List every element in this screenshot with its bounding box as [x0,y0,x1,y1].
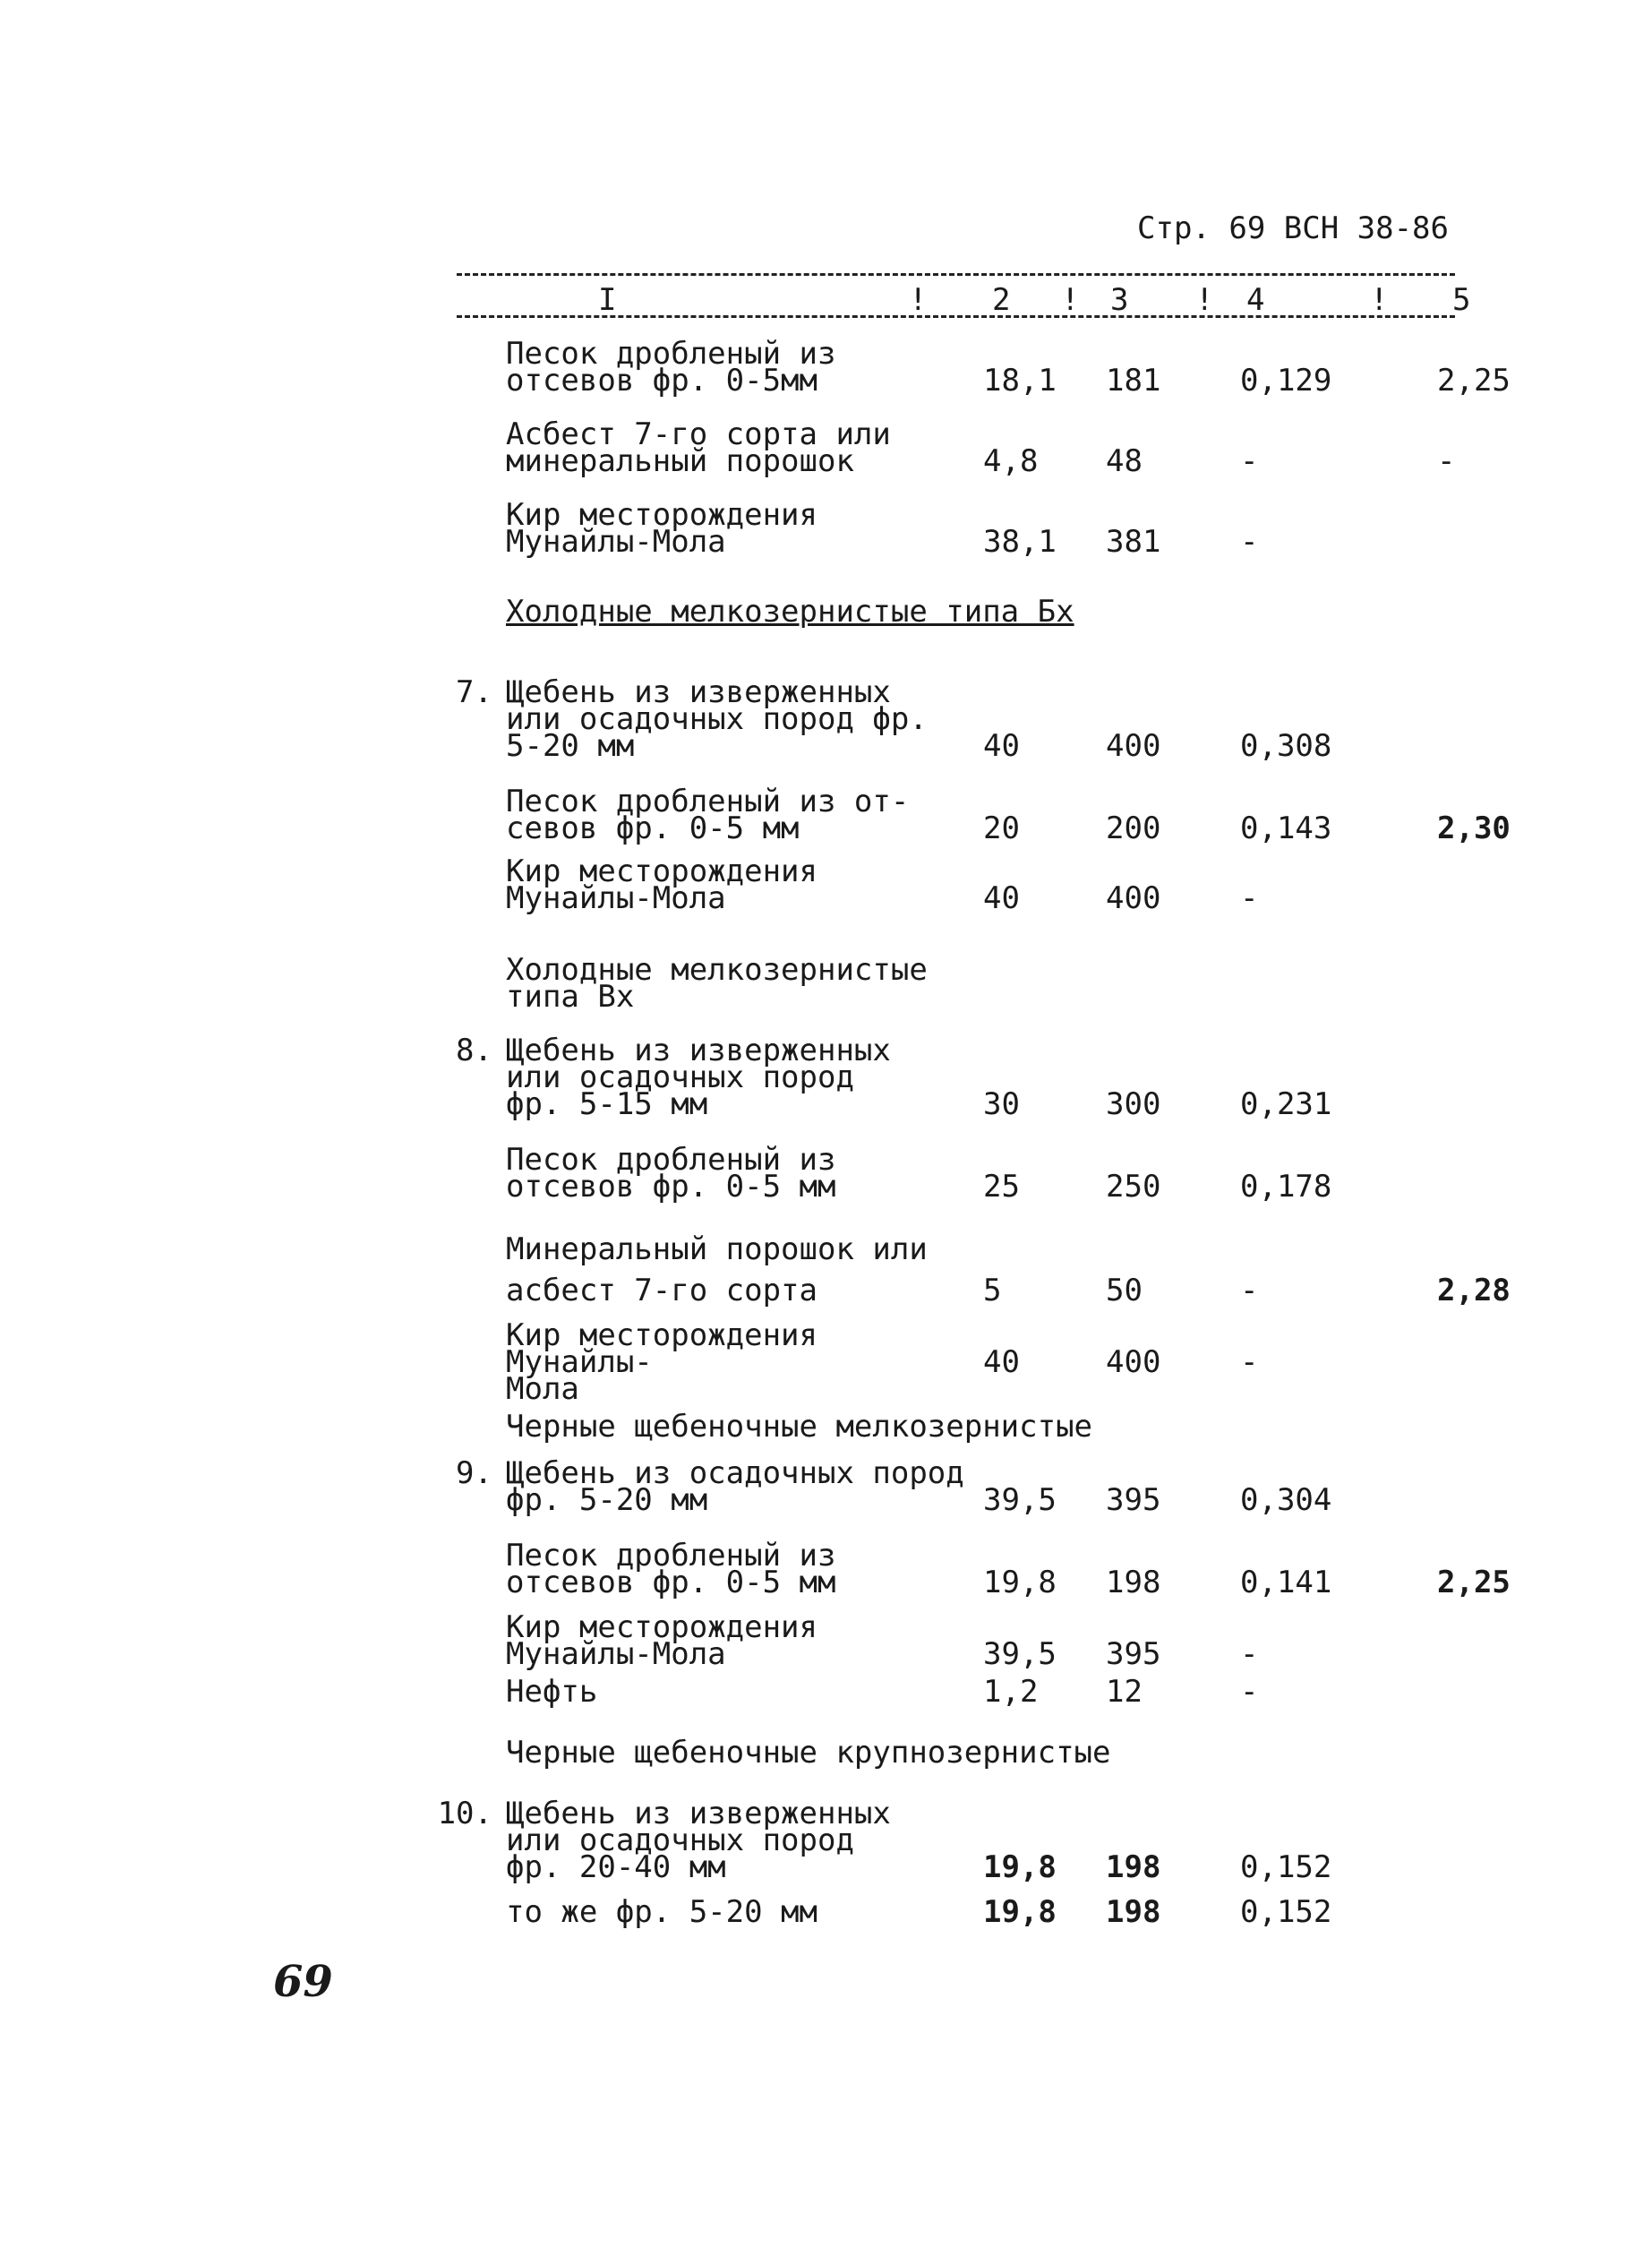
column-header-3: 3 [1110,282,1129,318]
col2-value: 30 [983,1086,1020,1122]
col5-value: 2,30 [1437,810,1511,846]
col2-value: 19,8 [983,1565,1057,1600]
row-number: 8. [456,1033,492,1068]
col3-value: 48 [1106,443,1143,479]
page-header: Стр. 69 ВСН 38-86 [1137,210,1449,246]
col4-value: 0,152 [1240,1894,1332,1930]
col3-value: 250 [1106,1169,1161,1205]
material-name: Щебень из изверженных или осадочных пород фр. 5-15 мм [506,1033,891,1122]
col4-value: 0,304 [1240,1482,1332,1518]
col2-value: 25 [983,1169,1020,1205]
column-header-5: 5 [1452,282,1471,318]
col2-value: 18,1 [983,363,1057,399]
col2-value: 19,8 [983,1894,1057,1930]
col3-value: 395 [1106,1482,1161,1518]
col2-value: 5 [983,1273,1002,1308]
column-separator: ! [1370,282,1389,318]
material-name: Кир месторождения Мунайлы-Мола [506,853,817,916]
col4-value: - [1240,1636,1259,1672]
col4-value: - [1240,443,1259,479]
col2-value: 4,8 [983,443,1039,479]
col3-value: 198 [1106,1565,1161,1600]
column-separator: ! [1061,282,1080,318]
col3-value: 300 [1106,1086,1161,1122]
material-name: Нефть [506,1674,598,1710]
column-header-1: I [598,282,617,318]
col3-value: 395 [1106,1636,1161,1672]
col2-value: 1,2 [983,1674,1039,1710]
col2-value: 38,1 [983,524,1057,560]
col4-value: 0,308 [1240,728,1332,764]
col2-value: 40 [983,880,1020,916]
row-number: 7. [456,674,492,710]
material-name: Щебень из изверженных или осадочных пород фр. 5-20 мм [506,674,928,764]
col5-value: - [1437,443,1456,479]
col5-value: 2,25 [1437,1565,1511,1600]
col4-value: - [1240,1344,1259,1380]
col3-value: 198 [1106,1894,1161,1930]
col3-value: 400 [1106,880,1161,916]
material-name: то же фр. 5-20 мм [506,1894,817,1930]
col4-value: - [1240,524,1259,560]
material-name: Песок дробленый из от- севов фр. 0-5 мм [506,784,910,846]
material-name: Минеральный порошок или асбест 7-го сорта [506,1231,928,1308]
material-name: Щебень из изверженных или осадочных пород фр. 20-40 мм [506,1796,891,1885]
col5-value: 2,28 [1437,1273,1511,1308]
col2-value: 40 [983,1344,1020,1380]
col3-value: 181 [1106,363,1161,399]
col4-value: 0,143 [1240,810,1332,846]
col3-value: 381 [1106,524,1161,560]
col4-value: - [1240,880,1259,916]
section-heading: Холодные мелкозернистые типа Вх [506,952,928,1015]
col3-value: 12 [1106,1674,1143,1710]
col3-value: 200 [1106,810,1161,846]
col3-value: 400 [1106,1344,1161,1380]
material-name: Кир месторождения Мунайлы-Мола [506,497,817,560]
material-name: Песок дробленый из отсевов фр. 0-5мм [506,336,836,399]
material-name: Кир месторождения Мунайлы-Мола [506,1609,817,1672]
material-name: Асбест 7-го сорта или минеральный порошок [506,416,891,479]
row-number: 9. [456,1455,492,1491]
column-header-4: 4 [1246,282,1265,318]
col2-value: 39,5 [983,1636,1057,1672]
col4-value: 0,141 [1240,1565,1332,1600]
col4-value: 0,231 [1240,1086,1332,1122]
col4-value: - [1240,1273,1259,1308]
material-name: Песок дробленый из отсевов фр. 0-5 мм [506,1538,836,1600]
section-heading: Черные щебеночные мелкозернистые [506,1409,1093,1445]
col2-value: 39,5 [983,1482,1057,1518]
col4-value: 0,152 [1240,1849,1332,1885]
col2-value: 20 [983,810,1020,846]
column-header-2: 2 [992,282,1011,318]
col5-value: 2,25 [1437,363,1511,399]
page-number: 69 [273,1957,333,2007]
column-separator: ! [909,282,928,318]
section-heading: Холодные мелкозернистые типа Бх [506,594,1074,630]
table-header-rule [457,315,1455,318]
column-separator: ! [1195,282,1214,318]
section-heading: Черные щебеночные крупнозернистые [506,1735,1111,1771]
col3-value: 400 [1106,728,1161,764]
material-name: Кир месторождения Мунайлы- Мола [506,1317,817,1407]
col4-value: 0,129 [1240,363,1332,399]
row-number: 10. [437,1796,492,1831]
table-top-rule [457,273,1455,276]
material-name: Песок дробленый из отсевов фр. 0-5 мм [506,1142,836,1205]
col4-value: - [1240,1674,1259,1710]
col4-value: 0,178 [1240,1169,1332,1205]
col2-value: 19,8 [983,1849,1057,1885]
col3-value: 198 [1106,1849,1161,1885]
col2-value: 40 [983,728,1020,764]
col3-value: 50 [1106,1273,1143,1308]
material-name: Щебень из осадочных пород фр. 5-20 мм [506,1455,964,1518]
